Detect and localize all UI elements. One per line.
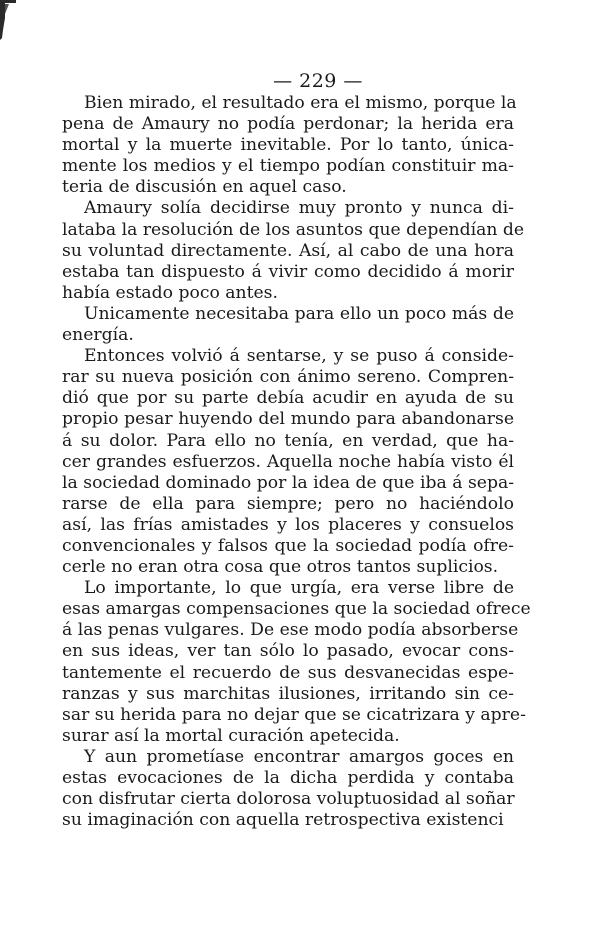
text-line: Bien mirado, el resultado era el mismo, porque la [84,93,517,113]
page-number: — 229 — [273,70,363,92]
body-text [62,93,531,831]
text-line: su voluntad directamente. Así, al cabo de una hora [62,240,514,261]
paragraph [62,198,525,303]
text-line: surar así la mortal curación apetecida. [62,725,400,746]
text-line: rarse de ella para siempre; pero no haciéndolo [62,493,514,514]
text-line: esas amargas compensaciones que la sociedad ofrece [62,599,531,620]
text-line: estas evocaciones de la dicha perdida y contaba [62,768,514,788]
paragraph [62,304,514,346]
text-line: dió que por su parte debía acudir en ayuda de su [62,388,514,409]
text-line: su imaginación con aquella retrospectiva existenci [62,810,504,831]
text-line: Amaury solía decidirse muy pronto y nunca di- [84,198,514,219]
text-line: Lo importante, lo que urgía, era verse libre de [84,578,514,599]
text-line: á las penas vulgares. De ese modo podía absorberse [62,620,519,641]
text-line: lataba la resolución de los asuntos que dependían de [62,219,525,240]
text-line: cer grandes esfuerzos. Aquella noche había visto él [62,451,514,472]
paragraph [62,346,514,578]
text-line: cerle no eran otra cosa que otros tantos suplicios. [62,557,499,578]
text-line: sar su herida para no dejar que se cicatrizara y apre- [62,704,526,725]
text-line: Unicamente necesitaba para ello un poco más de [84,303,514,324]
text-line: la sociedad dominado por la idea de que iba á sepa- [62,472,514,493]
text-line: propio pesar huyendo del mundo para abandonarse [62,409,514,430]
text-line: mortal y la muerte inevitable. Por lo tanto, única- [62,135,514,156]
text-line: así, las frías amistades y los placeres y consuelos [62,514,514,535]
paragraph [62,578,531,747]
text-line: con disfrutar cierta dolorosa voluptuosidad al soñar [62,789,515,810]
text-line: Y aun prometíase encontrar amargos goces en [84,746,514,767]
paragraph [62,747,514,831]
text-line: mente los medios y el tiempo podían constituir ma- [62,156,514,177]
text-line: rar su nueva posición con ánimo sereno. Compren- [62,367,514,388]
corner-scan-mark [0,0,20,40]
text-line: tantemente el recuerdo de sus desvanecidas espe- [62,662,514,683]
text-line: había estado poco antes. [62,282,278,303]
text-line: convencionales y falsos que la sociedad podía ofre- [62,535,514,556]
text-line: estaba tan dispuesto á vivir como decidido á morir [62,261,514,282]
text-line: á su dolor. Para ello no tenía, en verdad, que ha- [62,430,514,451]
text-line: pena de Amaury no podía perdonar; la herida era [62,114,514,135]
text-line: Entonces volvió á sentarse, y se puso á conside- [84,346,514,367]
text-line: energía. [62,325,134,346]
paragraph [62,93,517,198]
text-line: ranzas y sus marchitas ilusiones, irritando sin ce- [62,683,514,704]
text-line: teria de discusión en aquel caso. [62,177,347,198]
text-line: en sus ideas, ver tan sólo lo pasado, evocar cons- [62,641,514,662]
